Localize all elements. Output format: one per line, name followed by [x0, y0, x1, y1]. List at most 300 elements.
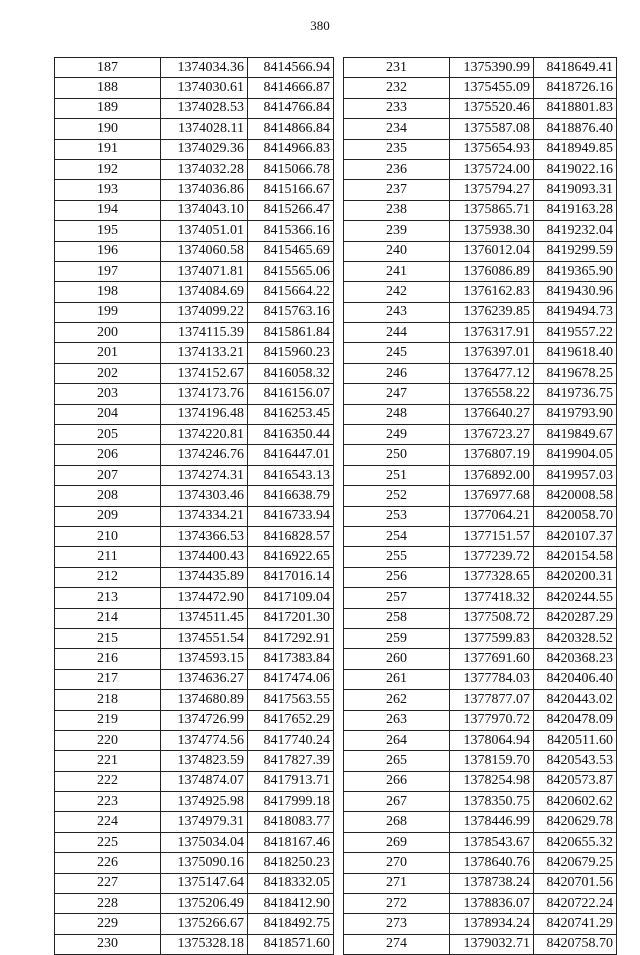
y-coordinate-cell: 8418083.77 — [248, 812, 334, 832]
table-row — [344, 669, 617, 689]
point-number-cell: 254 — [344, 526, 450, 546]
y-coordinate-cell: 8417474.06 — [248, 669, 334, 689]
point-number-cell: 268 — [344, 812, 450, 832]
x-coordinate-cell: 1374925.98 — [161, 792, 248, 812]
y-coordinate-cell: 8419299.59 — [534, 241, 617, 261]
table-row — [344, 914, 617, 934]
point-number-cell: 250 — [344, 445, 450, 465]
point-number-cell: 222 — [55, 771, 161, 791]
point-number-cell: 261 — [344, 669, 450, 689]
y-coordinate-cell: 8420368.23 — [534, 649, 617, 669]
x-coordinate-cell: 1374551.54 — [161, 628, 248, 648]
table-row — [55, 751, 334, 771]
x-coordinate-cell: 1375794.27 — [450, 180, 534, 200]
point-number-cell: 201 — [55, 343, 161, 363]
x-coordinate-cell: 1375587.08 — [450, 119, 534, 139]
x-coordinate-cell: 1375328.18 — [161, 934, 248, 954]
coordinates-table-left — [54, 57, 334, 955]
x-coordinate-cell: 1376977.68 — [450, 486, 534, 506]
point-number-cell: 263 — [344, 710, 450, 730]
y-coordinate-cell: 8415763.16 — [248, 302, 334, 322]
table-row — [55, 282, 334, 302]
y-coordinate-cell: 8418801.83 — [534, 98, 617, 118]
x-coordinate-cell: 1374366.53 — [161, 526, 248, 546]
table-row — [55, 404, 334, 424]
table-row — [344, 302, 617, 322]
x-coordinate-cell: 1378064.94 — [450, 730, 534, 750]
point-number-cell: 260 — [344, 649, 450, 669]
x-coordinate-cell: 1375147.64 — [161, 873, 248, 893]
point-number-cell: 197 — [55, 261, 161, 281]
y-coordinate-cell: 8419232.04 — [534, 221, 617, 241]
y-coordinate-cell: 8420722.24 — [534, 894, 617, 914]
table-row — [344, 567, 617, 587]
point-number-cell: 245 — [344, 343, 450, 363]
table-row — [55, 425, 334, 445]
y-coordinate-cell: 8420008.58 — [534, 486, 617, 506]
y-coordinate-cell: 8417109.04 — [248, 588, 334, 608]
table-row — [344, 486, 617, 506]
x-coordinate-cell: 1375266.67 — [161, 914, 248, 934]
point-number-cell: 249 — [344, 425, 450, 445]
table-row — [344, 343, 617, 363]
table-row — [344, 526, 617, 546]
x-coordinate-cell: 1374220.81 — [161, 425, 248, 445]
y-coordinate-cell: 8420406.40 — [534, 669, 617, 689]
point-number-cell: 190 — [55, 119, 161, 139]
x-coordinate-cell: 1379032.71 — [450, 934, 534, 954]
table-row — [55, 139, 334, 159]
table-row — [344, 78, 617, 98]
y-coordinate-cell: 8417740.24 — [248, 730, 334, 750]
x-coordinate-cell: 1378350.75 — [450, 792, 534, 812]
point-number-cell: 225 — [55, 832, 161, 852]
table-row — [344, 139, 617, 159]
table-row — [55, 241, 334, 261]
table-row — [344, 853, 617, 873]
x-coordinate-cell: 1376892.00 — [450, 465, 534, 485]
table-row — [55, 58, 334, 78]
point-number-cell: 237 — [344, 180, 450, 200]
x-coordinate-cell: 1374028.11 — [161, 119, 248, 139]
x-coordinate-cell: 1374680.89 — [161, 690, 248, 710]
table-row — [55, 832, 334, 852]
y-coordinate-cell: 8416350.44 — [248, 425, 334, 445]
table-row — [344, 404, 617, 424]
y-coordinate-cell: 8420655.32 — [534, 832, 617, 852]
point-number-cell: 241 — [344, 261, 450, 281]
point-number-cell: 224 — [55, 812, 161, 832]
y-coordinate-cell: 8415861.84 — [248, 323, 334, 343]
y-coordinate-cell: 8420244.55 — [534, 588, 617, 608]
x-coordinate-cell: 1374435.89 — [161, 567, 248, 587]
y-coordinate-cell: 8419430.96 — [534, 282, 617, 302]
table-row — [55, 506, 334, 526]
y-coordinate-cell: 8416922.65 — [248, 547, 334, 567]
table-row — [55, 363, 334, 383]
x-coordinate-cell: 1374303.46 — [161, 486, 248, 506]
x-coordinate-cell: 1374979.31 — [161, 812, 248, 832]
x-coordinate-cell: 1374043.10 — [161, 200, 248, 220]
point-number-cell: 189 — [55, 98, 161, 118]
table-row — [344, 690, 617, 710]
table-row — [344, 934, 617, 954]
x-coordinate-cell: 1376477.12 — [450, 363, 534, 383]
point-number-cell: 244 — [344, 323, 450, 343]
x-coordinate-cell: 1374036.86 — [161, 180, 248, 200]
table-row — [344, 608, 617, 628]
point-number-cell: 229 — [55, 914, 161, 934]
point-number-cell: 266 — [344, 771, 450, 791]
point-number-cell: 227 — [55, 873, 161, 893]
x-coordinate-cell: 1374133.21 — [161, 343, 248, 363]
point-number-cell: 236 — [344, 159, 450, 179]
x-coordinate-cell: 1378640.76 — [450, 853, 534, 873]
y-coordinate-cell: 8418876.40 — [534, 119, 617, 139]
y-coordinate-cell: 8420511.60 — [534, 730, 617, 750]
point-number-cell: 213 — [55, 588, 161, 608]
x-coordinate-cell: 1376558.22 — [450, 384, 534, 404]
table-row — [344, 588, 617, 608]
x-coordinate-cell: 1374152.67 — [161, 363, 248, 383]
y-coordinate-cell: 8417292.91 — [248, 628, 334, 648]
y-coordinate-cell: 8420679.25 — [534, 853, 617, 873]
x-coordinate-cell: 1376397.01 — [450, 343, 534, 363]
table-row — [55, 261, 334, 281]
x-coordinate-cell: 1376162.83 — [450, 282, 534, 302]
x-coordinate-cell: 1374274.31 — [161, 465, 248, 485]
table-row — [55, 221, 334, 241]
point-number-cell: 193 — [55, 180, 161, 200]
x-coordinate-cell: 1374034.36 — [161, 58, 248, 78]
table-row — [344, 445, 617, 465]
table-row — [55, 914, 334, 934]
point-number-cell: 211 — [55, 547, 161, 567]
table-row — [344, 465, 617, 485]
table-row — [55, 343, 334, 363]
y-coordinate-cell: 8418492.75 — [248, 914, 334, 934]
y-coordinate-cell: 8418412.90 — [248, 894, 334, 914]
point-number-cell: 206 — [55, 445, 161, 465]
table-row — [55, 384, 334, 404]
point-number-cell: 273 — [344, 914, 450, 934]
table-row — [344, 98, 617, 118]
table-row — [55, 78, 334, 98]
x-coordinate-cell: 1376640.27 — [450, 404, 534, 424]
y-coordinate-cell: 8419557.22 — [534, 323, 617, 343]
y-coordinate-cell: 8415664.22 — [248, 282, 334, 302]
point-number-cell: 240 — [344, 241, 450, 261]
x-coordinate-cell: 1376086.89 — [450, 261, 534, 281]
point-number-cell: 198 — [55, 282, 161, 302]
point-number-cell: 209 — [55, 506, 161, 526]
table-row — [55, 771, 334, 791]
point-number-cell: 257 — [344, 588, 450, 608]
y-coordinate-cell: 8416156.07 — [248, 384, 334, 404]
y-coordinate-cell: 8416828.57 — [248, 526, 334, 546]
table-row — [55, 873, 334, 893]
x-coordinate-cell: 1374636.27 — [161, 669, 248, 689]
point-number-cell: 192 — [55, 159, 161, 179]
x-coordinate-cell: 1374099.22 — [161, 302, 248, 322]
y-coordinate-cell: 8414666.87 — [248, 78, 334, 98]
x-coordinate-cell: 1375034.04 — [161, 832, 248, 852]
x-coordinate-cell: 1377328.65 — [450, 567, 534, 587]
x-coordinate-cell: 1374060.58 — [161, 241, 248, 261]
y-coordinate-cell: 8420107.37 — [534, 526, 617, 546]
x-coordinate-cell: 1375206.49 — [161, 894, 248, 914]
y-coordinate-cell: 8418949.85 — [534, 139, 617, 159]
table-row — [55, 649, 334, 669]
table-row — [55, 119, 334, 139]
point-number-cell: 191 — [55, 139, 161, 159]
x-coordinate-cell: 1375654.93 — [450, 139, 534, 159]
table-row — [55, 465, 334, 485]
table-row — [55, 628, 334, 648]
point-number-cell: 231 — [344, 58, 450, 78]
x-coordinate-cell: 1376239.85 — [450, 302, 534, 322]
table-row — [344, 710, 617, 730]
point-number-cell: 267 — [344, 792, 450, 812]
y-coordinate-cell: 8417201.30 — [248, 608, 334, 628]
x-coordinate-cell: 1378254.98 — [450, 771, 534, 791]
x-coordinate-cell: 1377064.21 — [450, 506, 534, 526]
y-coordinate-cell: 8416447.01 — [248, 445, 334, 465]
y-coordinate-cell: 8417827.39 — [248, 751, 334, 771]
x-coordinate-cell: 1377418.32 — [450, 588, 534, 608]
point-number-cell: 187 — [55, 58, 161, 78]
y-coordinate-cell: 8420058.70 — [534, 506, 617, 526]
table-row — [344, 425, 617, 445]
x-coordinate-cell: 1378159.70 — [450, 751, 534, 771]
table-row — [344, 58, 617, 78]
point-number-cell: 223 — [55, 792, 161, 812]
point-number-cell: 199 — [55, 302, 161, 322]
x-coordinate-cell: 1377599.83 — [450, 628, 534, 648]
point-number-cell: 272 — [344, 894, 450, 914]
x-coordinate-cell: 1374115.39 — [161, 323, 248, 343]
y-coordinate-cell: 8417563.55 — [248, 690, 334, 710]
x-coordinate-cell: 1376807.19 — [450, 445, 534, 465]
y-coordinate-cell: 8419022.16 — [534, 159, 617, 179]
y-coordinate-cell: 8419678.25 — [534, 363, 617, 383]
table-row — [344, 200, 617, 220]
x-coordinate-cell: 1374051.01 — [161, 221, 248, 241]
coordinates-table-right — [343, 57, 617, 955]
x-coordinate-cell: 1374196.48 — [161, 404, 248, 424]
point-number-cell: 248 — [344, 404, 450, 424]
y-coordinate-cell: 8418167.46 — [248, 832, 334, 852]
point-number-cell: 265 — [344, 751, 450, 771]
y-coordinate-cell: 8419849.67 — [534, 425, 617, 445]
table-row — [55, 608, 334, 628]
y-coordinate-cell: 8417383.84 — [248, 649, 334, 669]
table-row — [55, 98, 334, 118]
point-number-cell: 215 — [55, 628, 161, 648]
x-coordinate-cell: 1374823.59 — [161, 751, 248, 771]
y-coordinate-cell: 8420478.09 — [534, 710, 617, 730]
y-coordinate-cell: 8415166.67 — [248, 180, 334, 200]
y-coordinate-cell: 8420543.53 — [534, 751, 617, 771]
y-coordinate-cell: 8415465.69 — [248, 241, 334, 261]
point-number-cell: 235 — [344, 139, 450, 159]
table-row — [344, 363, 617, 383]
point-number-cell: 226 — [55, 853, 161, 873]
y-coordinate-cell: 8420602.62 — [534, 792, 617, 812]
point-number-cell: 221 — [55, 751, 161, 771]
x-coordinate-cell: 1375865.71 — [450, 200, 534, 220]
y-coordinate-cell: 8418250.23 — [248, 853, 334, 873]
y-coordinate-cell: 8418332.05 — [248, 873, 334, 893]
point-number-cell: 210 — [55, 526, 161, 546]
x-coordinate-cell: 1377970.72 — [450, 710, 534, 730]
x-coordinate-cell: 1375938.30 — [450, 221, 534, 241]
x-coordinate-cell: 1374774.56 — [161, 730, 248, 750]
page-number: 380 — [310, 18, 330, 33]
table-row — [344, 241, 617, 261]
point-number-cell: 228 — [55, 894, 161, 914]
table-row — [55, 200, 334, 220]
table-row — [344, 119, 617, 139]
point-number-cell: 274 — [344, 934, 450, 954]
point-number-cell: 214 — [55, 608, 161, 628]
point-number-cell: 212 — [55, 567, 161, 587]
point-number-cell: 243 — [344, 302, 450, 322]
point-number-cell: 217 — [55, 669, 161, 689]
y-coordinate-cell: 8417913.71 — [248, 771, 334, 791]
point-number-cell: 196 — [55, 241, 161, 261]
point-number-cell: 264 — [344, 730, 450, 750]
y-coordinate-cell: 8416638.79 — [248, 486, 334, 506]
x-coordinate-cell: 1374030.61 — [161, 78, 248, 98]
y-coordinate-cell: 8420287.29 — [534, 608, 617, 628]
x-coordinate-cell: 1377508.72 — [450, 608, 534, 628]
point-number-cell: 251 — [344, 465, 450, 485]
x-coordinate-cell: 1374726.99 — [161, 710, 248, 730]
table-row — [55, 526, 334, 546]
y-coordinate-cell: 8414766.84 — [248, 98, 334, 118]
y-coordinate-cell: 8415366.16 — [248, 221, 334, 241]
x-coordinate-cell: 1378446.99 — [450, 812, 534, 832]
y-coordinate-cell: 8417999.18 — [248, 792, 334, 812]
y-coordinate-cell: 8419618.40 — [534, 343, 617, 363]
table-row — [344, 323, 617, 343]
y-coordinate-cell: 8416253.45 — [248, 404, 334, 424]
y-coordinate-cell: 8419904.05 — [534, 445, 617, 465]
y-coordinate-cell: 8417652.29 — [248, 710, 334, 730]
x-coordinate-cell: 1377691.60 — [450, 649, 534, 669]
point-number-cell: 234 — [344, 119, 450, 139]
table-row — [344, 221, 617, 241]
point-number-cell: 230 — [55, 934, 161, 954]
point-number-cell: 203 — [55, 384, 161, 404]
y-coordinate-cell: 8420573.87 — [534, 771, 617, 791]
point-number-cell: 262 — [344, 690, 450, 710]
x-coordinate-cell: 1375090.16 — [161, 853, 248, 873]
y-coordinate-cell: 8420758.70 — [534, 934, 617, 954]
table-row — [55, 302, 334, 322]
table-row — [55, 853, 334, 873]
table-row — [344, 792, 617, 812]
point-number-cell: 233 — [344, 98, 450, 118]
y-coordinate-cell: 8420200.31 — [534, 567, 617, 587]
y-coordinate-cell: 8414866.84 — [248, 119, 334, 139]
x-coordinate-cell: 1378738.24 — [450, 873, 534, 893]
point-number-cell: 194 — [55, 200, 161, 220]
table-row — [344, 873, 617, 893]
x-coordinate-cell: 1375520.46 — [450, 98, 534, 118]
point-number-cell: 202 — [55, 363, 161, 383]
table-row — [344, 384, 617, 404]
point-number-cell: 216 — [55, 649, 161, 669]
point-number-cell: 271 — [344, 873, 450, 893]
x-coordinate-cell: 1375455.09 — [450, 78, 534, 98]
y-coordinate-cell: 8418726.16 — [534, 78, 617, 98]
table-row — [344, 261, 617, 281]
table-row — [55, 323, 334, 343]
y-coordinate-cell: 8414566.94 — [248, 58, 334, 78]
y-coordinate-cell: 8420154.58 — [534, 547, 617, 567]
y-coordinate-cell: 8415266.47 — [248, 200, 334, 220]
y-coordinate-cell: 8420328.52 — [534, 628, 617, 648]
table-row — [55, 669, 334, 689]
point-number-cell: 259 — [344, 628, 450, 648]
point-number-cell: 218 — [55, 690, 161, 710]
table-row — [55, 486, 334, 506]
y-coordinate-cell: 8415066.78 — [248, 159, 334, 179]
table-row — [344, 628, 617, 648]
point-number-cell: 200 — [55, 323, 161, 343]
x-coordinate-cell: 1374593.15 — [161, 649, 248, 669]
x-coordinate-cell: 1378836.07 — [450, 894, 534, 914]
table-row — [344, 547, 617, 567]
table-row — [344, 832, 617, 852]
y-coordinate-cell: 8420443.02 — [534, 690, 617, 710]
point-number-cell: 195 — [55, 221, 161, 241]
x-coordinate-cell: 1374028.53 — [161, 98, 248, 118]
x-coordinate-cell: 1377877.07 — [450, 690, 534, 710]
x-coordinate-cell: 1374400.43 — [161, 547, 248, 567]
point-number-cell: 205 — [55, 425, 161, 445]
y-coordinate-cell: 8418649.41 — [534, 58, 617, 78]
x-coordinate-cell: 1378543.67 — [450, 832, 534, 852]
table-row — [344, 771, 617, 791]
table-row — [344, 506, 617, 526]
y-coordinate-cell: 8419957.03 — [534, 465, 617, 485]
table-row — [55, 547, 334, 567]
x-coordinate-cell: 1375390.99 — [450, 58, 534, 78]
point-number-cell: 252 — [344, 486, 450, 506]
point-number-cell: 242 — [344, 282, 450, 302]
table-row — [55, 792, 334, 812]
y-coordinate-cell: 8419163.28 — [534, 200, 617, 220]
point-number-cell: 207 — [55, 465, 161, 485]
table-row — [344, 894, 617, 914]
table-row — [55, 690, 334, 710]
x-coordinate-cell: 1374874.07 — [161, 771, 248, 791]
x-coordinate-cell: 1377784.03 — [450, 669, 534, 689]
point-number-cell: 219 — [55, 710, 161, 730]
table-row — [55, 934, 334, 954]
x-coordinate-cell: 1377151.57 — [450, 526, 534, 546]
y-coordinate-cell: 8419494.73 — [534, 302, 617, 322]
table-row — [344, 159, 617, 179]
table-row — [55, 710, 334, 730]
x-coordinate-cell: 1376012.04 — [450, 241, 534, 261]
table-row — [344, 730, 617, 750]
point-number-cell: 247 — [344, 384, 450, 404]
table-row — [55, 445, 334, 465]
